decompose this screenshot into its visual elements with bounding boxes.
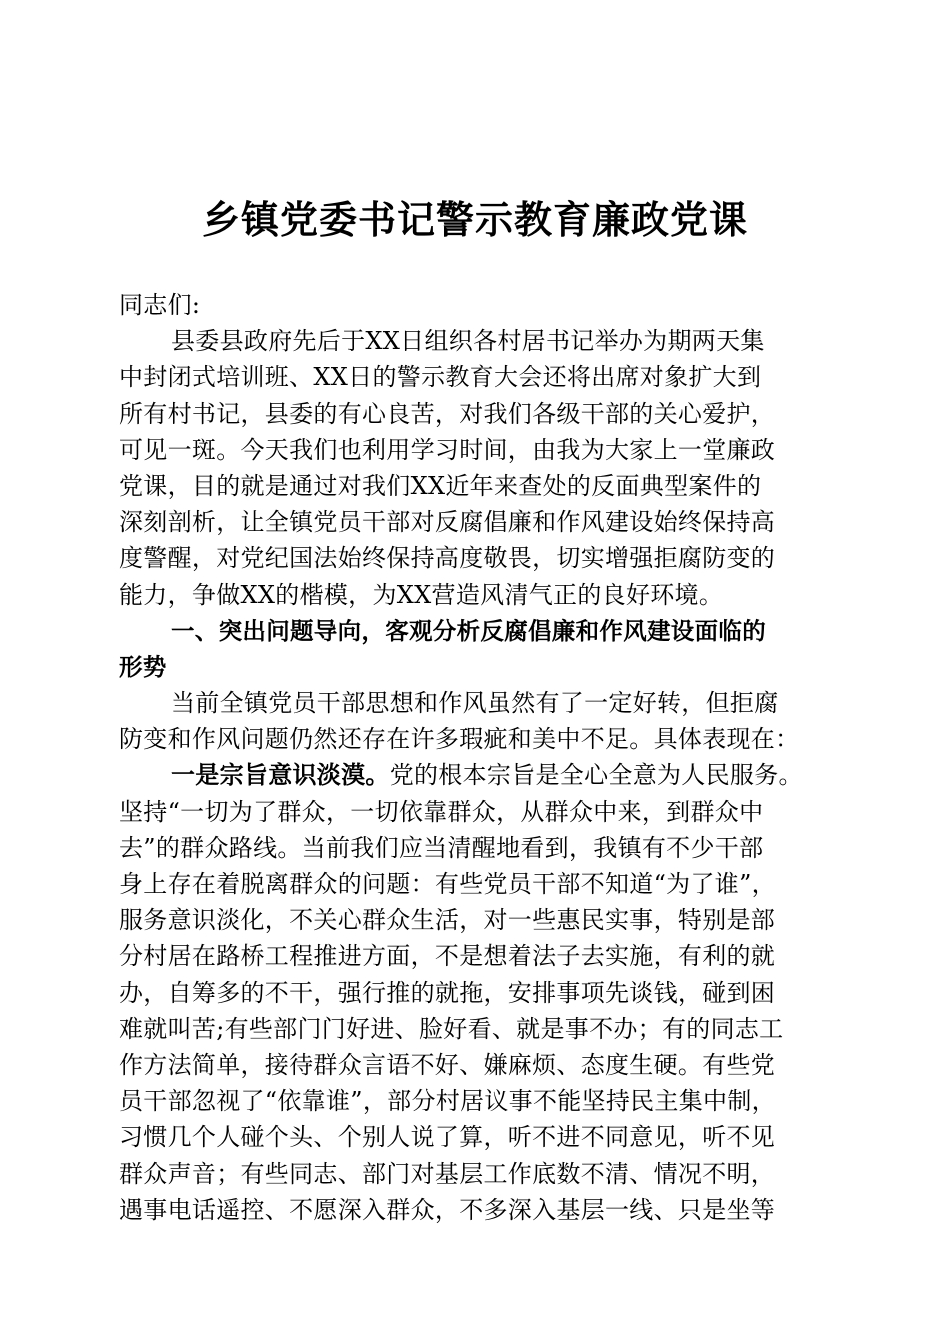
section-heading-line: 一、突出问题导向，客观分析反腐倡廉和作风建设面临的 (171, 616, 766, 645)
intro-line: 党课，目的就是通过对我们XX近年来查处的反面典型案件的 (119, 471, 762, 500)
intro-line: 县委县政府先后于XX日组织各村居书记举办为期两天集 (171, 327, 765, 356)
intro-line: 深刻剖析，让全镇党员干部对反腐倡廉和作风建设始终保持高 (119, 508, 776, 537)
point-line: 遇事电话遥控、不愿深入群众，不多深入基层一线、只是坐等 (119, 1195, 776, 1224)
point-line: 难就叫苦;有些部门门好进、脸好看、就是事不办；有的同志工 (119, 1014, 784, 1043)
intro-line: 所有村书记，县委的有心良苦，对我们各级干部的关心爱护， (119, 399, 776, 428)
salutation: 同志们: (119, 291, 201, 319)
point-line: 习惯几个人碰个头、个别人说了算，听不进不同意见，听不见 (119, 1123, 776, 1152)
point-line: 办，自筹多的不干，强行推的就拖，安排事项先谈钱，碰到困 (119, 978, 776, 1007)
point-line: 坚持“一切为了群众，一切依靠群众，从群众中来，到群众中 (119, 797, 764, 826)
document-body (119, 287, 831, 1228)
section-heading-line: 形势 (119, 652, 167, 681)
section-intro-line: 当前全镇党员干部思想和作风虽然有了一定好转，但拒腐 (171, 689, 779, 718)
point-line: 服务意识淡化，不关心群众生活，对一些惠民实事，特别是部 (119, 906, 776, 935)
point-first-line (119, 757, 831, 793)
point-lead: 一是宗旨意识淡漠。 (171, 760, 390, 790)
point-line: 去”的群众路线。当前我们应当清醒地看到，我镇有不少干部 (119, 833, 764, 862)
point-line: 群众声音；有些同志、部门对基层工作底数不清、情况不明， (119, 1159, 776, 1188)
intro-line: 可见一斑。今天我们也利用学习时间，由我为大家上一堂廉政 (119, 435, 776, 464)
intro-line: 度警醒，对党纪国法始终保持高度敬畏，切实增强拒腐防变的 (119, 544, 776, 573)
point-line: 员干部忽视了“依靠谁”，部分村居议事不能坚持民主集中制， (119, 1087, 776, 1116)
intro-line: 中封闭式培训班、XX日的警示教育大会还将出席对象扩大到 (119, 363, 762, 392)
intro-line: 能力，争做XX的楷模，为XX营造风清气正的良好环境。 (119, 580, 724, 609)
point-first-text: 党的根本宗旨是全心全意为人民服务。 (389, 761, 803, 790)
point-line: 分村居在路桥工程推进方面，不是想着法子去实施，有利的就 (119, 942, 776, 971)
point-line: 身上存在着脱离群众的问题：有些党员干部不知道“为了谁”， (119, 870, 776, 898)
section-intro-line: 防变和作风问题仍然还存在许多瑕疵和美中不足。具体表现在： (119, 725, 800, 754)
point-line: 作方法简单，接待群众言语不好、嫌麻烦、态度生硬。有些党 (119, 1050, 776, 1079)
document-title: 乡镇党委书记警示教育廉政党课 (201, 197, 748, 242)
